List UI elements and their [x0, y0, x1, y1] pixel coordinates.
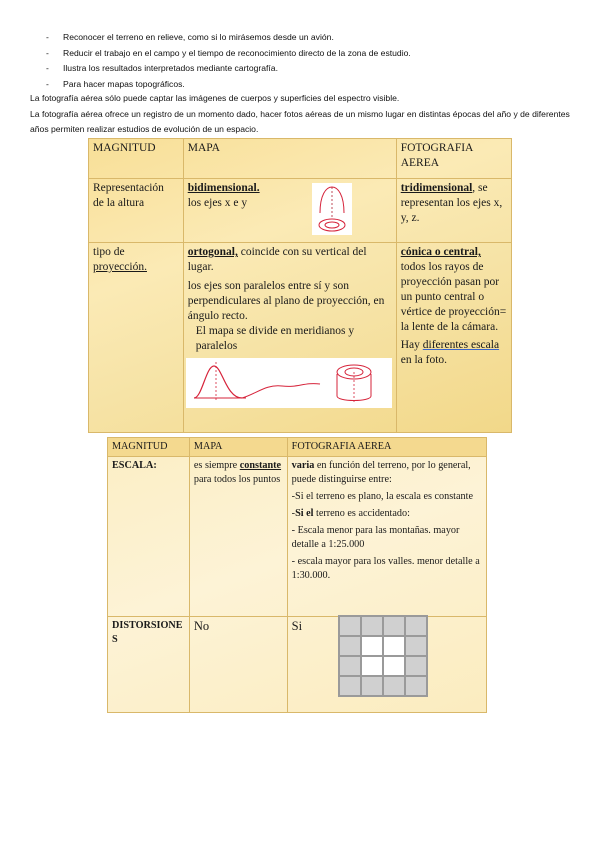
bullet-item — [46, 46, 411, 62]
cell-map — [189, 457, 287, 617]
map-todos-los-puntos: para todos los puntos — [193, 474, 281, 485]
photo-plano-text: -Si el terreno es plano, la escala es constante — [291, 491, 473, 502]
photo-hay: Hay — [400, 339, 423, 351]
label-line: de la altura — [93, 197, 145, 209]
cell-map — [183, 243, 396, 433]
map-bidimensional: bidimensional. — [187, 182, 260, 194]
header-magnitud: MAGNITUD — [89, 139, 184, 179]
bullet-dash: - — [46, 47, 49, 58]
header-mapa: MAPA — [189, 438, 287, 457]
bullet-list — [46, 30, 411, 92]
bullet-text: Reducir el trabajo en el campo y el tiempo de reconocimiento directo de la zona de estudio. — [63, 47, 411, 58]
map-axes-text: los ejes x e y — [187, 197, 248, 209]
bullet-text: Para hacer mapas topográficos. — [63, 78, 185, 89]
cell-map — [183, 179, 396, 243]
map-parallel-axes-text: los ejes son paralelos entre sí y son perpendiculares al plano de proyección, en ángulo recto. — [187, 280, 385, 322]
photo-conica: cónica o central, — [400, 246, 481, 258]
photo-dash: - — [291, 508, 296, 519]
bullet-item — [46, 30, 411, 46]
bullet-text: Reconocer el terreno en relieve, como si lo mirásemos desde un avión. — [63, 32, 334, 42]
photo-terreno-accidentado: terreno es accidentado: — [313, 508, 410, 519]
table-row-escala — [108, 457, 487, 617]
bullet-dash: - — [46, 78, 49, 89]
paragraph-evolution: La fotografía aérea ofrece un registro de un momento dado, hacer fotos aéreas de un mismo lugar en distintas épocas del año y de diferentes años permiten realizar estudios de evolución de un espacio. — [30, 109, 570, 135]
cell-photo — [396, 243, 511, 433]
photo-valles-text: - escala mayor para los valles. menor detalle a 1:30.000. — [291, 556, 480, 581]
cell-label: ESCALA: — [108, 457, 190, 617]
map-meridians-text: El mapa se divide en meridianos y paralelos — [195, 325, 355, 352]
bullet-dash: - — [46, 63, 49, 74]
map-constante: constante — [239, 460, 282, 471]
table-row-altura — [89, 179, 512, 243]
header-magnitud: MAGNITUD — [108, 438, 190, 457]
photo-axes-text: , se representan los ejes x, y, z. — [400, 182, 503, 224]
photo-tridimensional: tridimensional — [400, 182, 473, 194]
photo-varia-text — [292, 459, 482, 487]
cell-photo — [287, 457, 486, 617]
cell-photo — [396, 179, 511, 243]
comparison-table-altura-proyeccion — [88, 138, 512, 433]
cell-label: DISTORSIONES — [108, 617, 190, 713]
map-vertical-text: coincide con su vertical del lugar. — [187, 246, 367, 273]
bullet-item — [46, 61, 411, 77]
table-row-proyeccion — [89, 243, 512, 433]
photo-si-el: Si el — [295, 508, 314, 519]
label-line: Representación — [93, 182, 164, 194]
table-header-row — [108, 438, 487, 457]
photo-rays-text: todos los rayos de proyección pasan por un punto central o vértice de proyección= la lente de la cámara. — [400, 261, 507, 333]
photo-funcion-terreno: en función del terreno, por lo general, puede distinguirse entre: — [291, 460, 471, 485]
bullet-dash: - — [46, 32, 49, 42]
photo-accidentado-text — [292, 507, 482, 521]
cell-label — [89, 179, 184, 243]
contour-sketch-icon — [312, 183, 352, 235]
photo-en-la-foto: en la foto. — [400, 354, 448, 366]
header-mapa: MAPA — [183, 139, 396, 179]
map-siempre: es siempre — [193, 460, 240, 471]
label-line: tipo de — [93, 246, 125, 258]
header-fotografia-aerea: FOTOGRAFIA AEREA — [396, 139, 511, 179]
cell-label — [89, 243, 184, 433]
header-fotografia-aerea: FOTOGRAFIA AEREA — [287, 438, 486, 457]
table-row-distorsiones — [108, 617, 487, 713]
distortion-grid-image — [338, 615, 428, 697]
paragraph-visible-spectrum: La fotografía aérea sólo puede captar las imágenes de cuerpos y superficies del espectro visible. — [30, 93, 400, 103]
cell-photo — [287, 617, 486, 713]
map-ortogonal-text — [188, 245, 392, 275]
photo-escala-text — [401, 338, 507, 368]
comparison-table-escala-distorsiones — [107, 437, 487, 713]
map-ortogonal: ortogonal, — [187, 246, 238, 258]
label-line: proyección. — [93, 261, 147, 273]
photo-diferentes-escala: diferentes escala — [422, 339, 500, 351]
table-header-row — [89, 139, 512, 179]
cell-map: No — [189, 617, 287, 713]
photo-montanas-text: - Escala menor para las montañas. mayor detalle a 1:25.000 — [291, 525, 460, 550]
photo-si: Si — [291, 619, 303, 633]
bullet-text: Ilustra los resultados interpretados mediante cartografía. — [63, 63, 278, 74]
photo-varia: varia — [291, 460, 315, 471]
profile-sketch-icon — [186, 358, 392, 408]
